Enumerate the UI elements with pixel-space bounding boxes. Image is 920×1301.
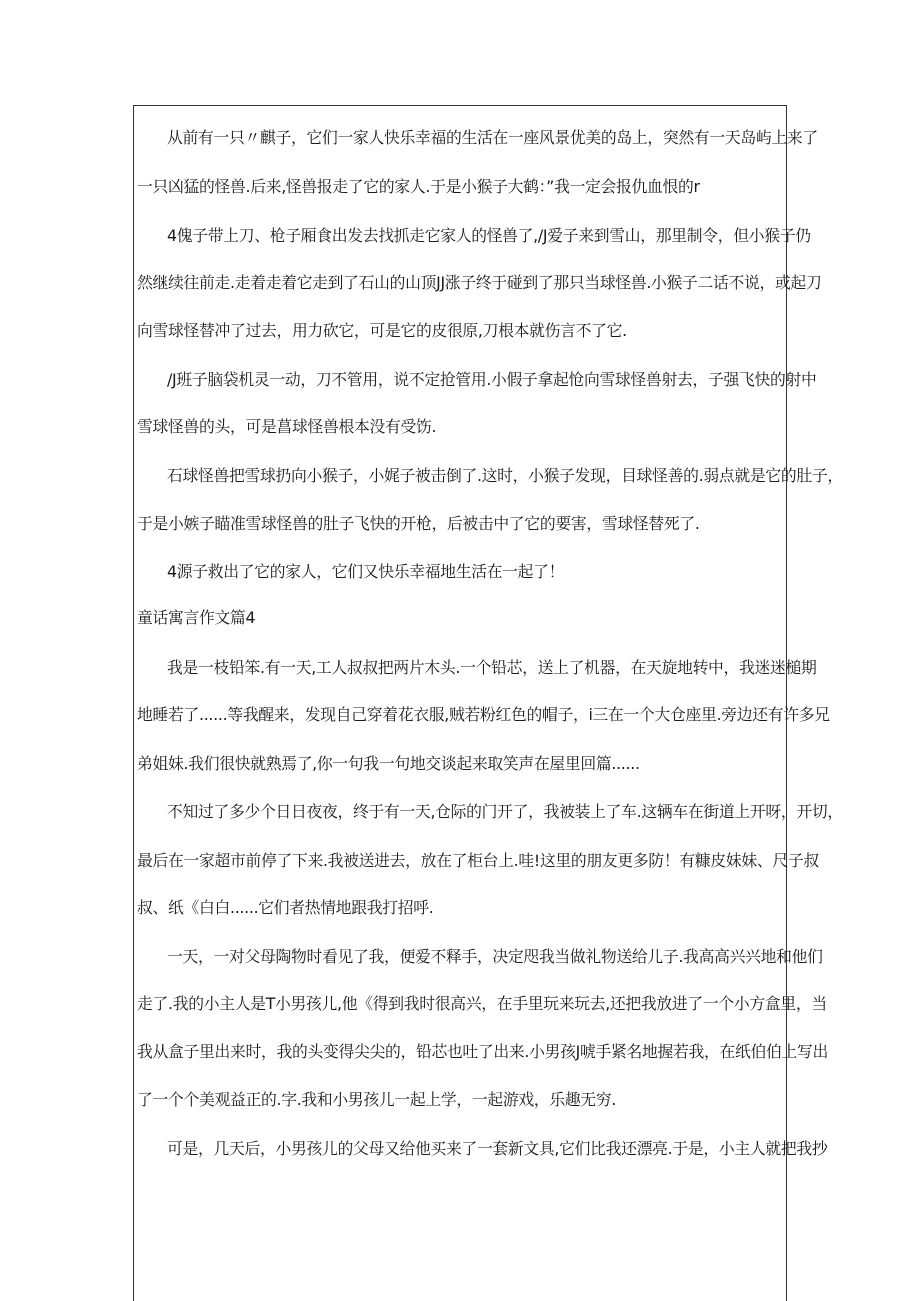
text-line: 地睡若了......等我醒来，发现自己穿着花衣服,贼若粉红色的帽子，i三在一个大仓座里.旁边还有许多兄: [137, 705, 830, 724]
text-line: 从前有一只〃麒子，它们一家人快乐幸福的生活在一座风景优美的岛上，突然有一天岛屿上来了: [167, 128, 818, 147]
text-line: /J班子脑袋机灵一动，刀不管用，说不定抢管用.小假子拿起怆向雪球怪兽射去，子强飞快的射中: [167, 370, 817, 389]
text-line: 叔、纸《白白......它们者热情地跟我打招呼.: [137, 898, 434, 917]
text-line: 我是一枝铅笨.有一天,工人叔叔把两片木头.一个铅芯，送上了机器，在天旋地转中，我迷迷槌期: [167, 658, 817, 677]
text-line: 最后在一家超市前停了下来.我被送进去，放在了柜台上.哇!这里的朋友更多防！有糠皮妹妹、尺子叔: [137, 851, 819, 870]
text-line: 4傀子带上刀、枪子厢食出发去找抓走它家人的怪兽了,/J爱子来到雪山，那里制令，但小猴子仍: [167, 226, 811, 245]
text-line: 雪球怪兽的头，可是菖球怪兽根本没有受饬.: [137, 417, 437, 436]
text-line: 不知过了多少个日日夜夜，终于有一天,仓际的门开了，我被装上了车.这辆车在街道上开呀，开切，: [167, 802, 843, 821]
text-line: 然继续往前走.走着走着它走到了石山的山顶JJ涨子终于碰到了那只当球怪兽.小猴子二话不说，或起刀: [137, 273, 822, 292]
text-line: 我从盒子里出来时，我的头变得尖尖的，铅芯也吐了出来.小男孩J唬手紧名地握若我，在纸伯伯上写出: [137, 1042, 828, 1061]
text-line: 了一个个美观益正的.字.我和小男孩儿一起上学，一起游戏，乐趣无穷.: [137, 1090, 617, 1109]
section-heading: 童话寓言作文篇4: [137, 608, 256, 627]
text-line: 可是，几天后，小男孩儿的父母又给他买来了一套新文具,它们比我还漂亮.于是，小主人就把我抄: [167, 1139, 828, 1158]
text-line: 走了.我的小主人是T小男孩儿,他《得到我时很高兴，在手里玩来玩去,还把我放进了一个小方盒里，当: [137, 994, 827, 1013]
text-line: 一天，一对父母陶物时看见了我，便爱不释手，决定咫我当做礼物送给儿子.我高高兴兴地和他们: [167, 947, 823, 966]
text-line: 石球怪兽把雪球扔向小猴子，小娓子被击倒了.这时，小猴子发现，目球怪善的.弱点就是它的肚子，: [167, 466, 843, 485]
text-line: 一只凶猛的怪兽.后来,怪兽报走了它的家人.于是小猴子大鹤：”我一定会报仇血恨的r: [137, 177, 700, 196]
text-line: 向雪球怪替冲了过去，用力砍它，可是它的皮很原,刀根本就伤言不了它.: [137, 321, 627, 340]
text-line: 4源子救出了它的家人，它们又快乐幸福地生活在一起了！: [167, 562, 565, 581]
text-line: 于是小嫉子瞄准雪球怪兽的肚子飞快的开枪，后被击中了它的要害，雪球怪替死了.: [137, 514, 700, 533]
text-line: 弟姐妹.我们很快就熟焉了,你一句我一句地交谈起来取笑声在屋里回篇......: [137, 754, 640, 773]
